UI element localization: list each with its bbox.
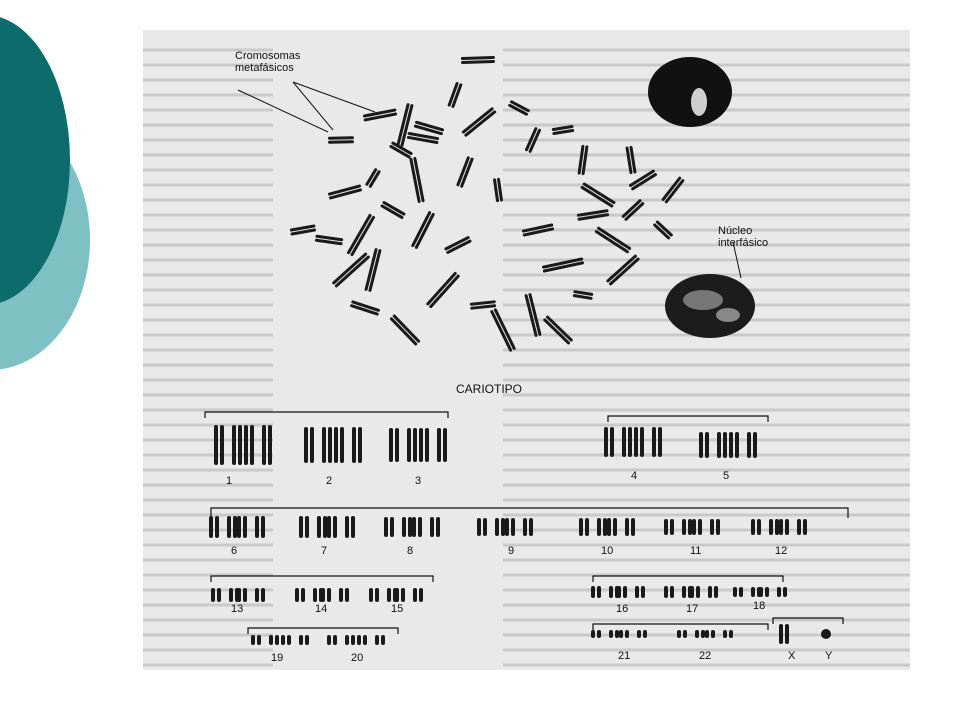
- metaphase-chromosome: [365, 168, 381, 189]
- karyotype-chromosome: [779, 519, 807, 535]
- pair-number-6: 6: [231, 545, 238, 557]
- pair-number-22: 22: [699, 650, 712, 662]
- metaphase-chromosome: [414, 121, 445, 136]
- karyotype-chromosome: [607, 518, 635, 536]
- metaphase-spread: [290, 56, 685, 352]
- karyotype-chromosome: [304, 427, 332, 463]
- pair-number-18: 18: [753, 600, 766, 612]
- pair-number-21: 21: [618, 650, 631, 662]
- pair-number-11: 11: [690, 545, 702, 557]
- pair-number-16: 16: [616, 603, 629, 615]
- metaphase-chromosome: [411, 211, 435, 250]
- metaphase-chromosome: [461, 56, 495, 64]
- karyotype-chromosome: [692, 519, 720, 535]
- metaphase-chromosome: [389, 314, 420, 346]
- label-line: interfásico: [718, 237, 769, 249]
- metaphase-chromosome: [444, 236, 472, 255]
- pair-number-13: 13: [231, 603, 244, 615]
- metaphase-chromosome: [621, 199, 645, 222]
- karyotype-chromosome: [477, 518, 505, 536]
- karyotype-figure: [143, 30, 910, 670]
- pair-number-12: 12: [775, 545, 788, 557]
- metaphase-chromosome: [396, 103, 413, 147]
- metaphase-chromosome: [328, 136, 354, 143]
- metaphase-chromosome: [447, 82, 462, 109]
- pair-number-8: 8: [407, 545, 414, 557]
- pair-number-2: 2: [326, 475, 333, 487]
- karyotype-chromosome: [281, 635, 309, 645]
- pair-number-7: 7: [321, 545, 328, 557]
- metaphase-nucleus: [648, 57, 732, 127]
- karyotype-chromosome: [321, 588, 349, 602]
- karyotype-chromosome: [334, 427, 362, 463]
- metaphase-chromosome: [380, 200, 406, 219]
- metaphase-chromosome: [426, 271, 461, 308]
- karyotype-chromosome: [209, 516, 237, 538]
- metaphase-chromosome: [315, 235, 344, 246]
- metaphase-chromosome: [363, 108, 398, 121]
- label-line: Cromosomas: [235, 50, 301, 62]
- karyotype-chromosome: [412, 517, 440, 537]
- karyotype-chromosome: [327, 516, 355, 538]
- background-text-texture: [143, 50, 910, 665]
- karyotype-chromosome: [591, 586, 619, 598]
- interphase-nucleus: [665, 274, 755, 338]
- karyotype-chromosome: [634, 427, 662, 457]
- pair-number-10: 10: [601, 545, 614, 557]
- metaphase-chromosome: [328, 184, 363, 200]
- metaphase-chromosome: [628, 169, 657, 191]
- metaphase-chromosome: [332, 252, 371, 288]
- karyotype-chromosome: [395, 588, 423, 602]
- label-line: Núcleo: [718, 225, 753, 237]
- pair-number-9: 9: [508, 545, 515, 557]
- metaphase-chromosome: [456, 156, 474, 188]
- karyotype-chromosome: [384, 517, 412, 537]
- pair-number-19: 19: [271, 652, 284, 664]
- metaphase-chromosome: [407, 132, 440, 144]
- label-line: metafásicos: [235, 62, 294, 74]
- karyotype-chromosome: [690, 586, 718, 598]
- metaphase-chromosome: [409, 157, 425, 203]
- pair-number-20: 20: [351, 652, 364, 664]
- karyotype-chromosome: [299, 516, 327, 538]
- karyotype-title: CARIOTIPO: [456, 382, 523, 396]
- karyotype-chromosome: [295, 588, 323, 602]
- karyotype-chromosome: [237, 516, 265, 538]
- metaphase-chromosome: [346, 213, 375, 256]
- pair-number-14: 14: [315, 603, 328, 615]
- karyotype-chromosome: [369, 588, 397, 602]
- metaphase-chromosome: [490, 308, 516, 352]
- karyotype-chromosome: [389, 428, 417, 462]
- karyotype-chromosome: [505, 518, 533, 536]
- metaphase-chromosome: [350, 300, 381, 316]
- karyotype-chromosome: [664, 586, 692, 598]
- label-interphase-nucleus: [718, 225, 768, 249]
- karyotype-chromosome: [327, 635, 355, 645]
- label-metaphase-chromosomes: [235, 50, 300, 74]
- metaphase-chromosome: [524, 293, 541, 337]
- metaphase-chromosome: [493, 178, 503, 203]
- metaphase-chromosome: [470, 300, 497, 310]
- karyotype-chromosome: [664, 519, 692, 535]
- karyotype-chromosome-y: [821, 629, 831, 639]
- pair-number-1: 1: [226, 475, 233, 487]
- karyotype-chromosome: [604, 427, 632, 457]
- metaphase-chromosome: [290, 224, 317, 235]
- pair-number-4: 4: [631, 470, 638, 482]
- karyotype-chromosome: [419, 428, 447, 462]
- pair-number-x: X: [788, 650, 796, 662]
- pair-number-y: Y: [825, 650, 833, 662]
- pair-number-5: 5: [723, 470, 730, 482]
- karyotype-chromosome: [244, 425, 272, 465]
- pair-number-15: 15: [391, 603, 404, 615]
- metaphase-chromosome: [508, 100, 531, 117]
- pair-number-3: 3: [415, 475, 422, 487]
- karyotype-chromosome: [751, 519, 779, 535]
- figure-drawing: [143, 30, 910, 670]
- karyotype-chromosome: [214, 425, 242, 465]
- karyotype-chromosome: [357, 635, 385, 645]
- karyotype-chromosome: [617, 586, 645, 598]
- pair-number-17: 17: [686, 603, 699, 615]
- metaphase-chromosome: [461, 107, 496, 138]
- karyotype-chromosome: [579, 518, 607, 536]
